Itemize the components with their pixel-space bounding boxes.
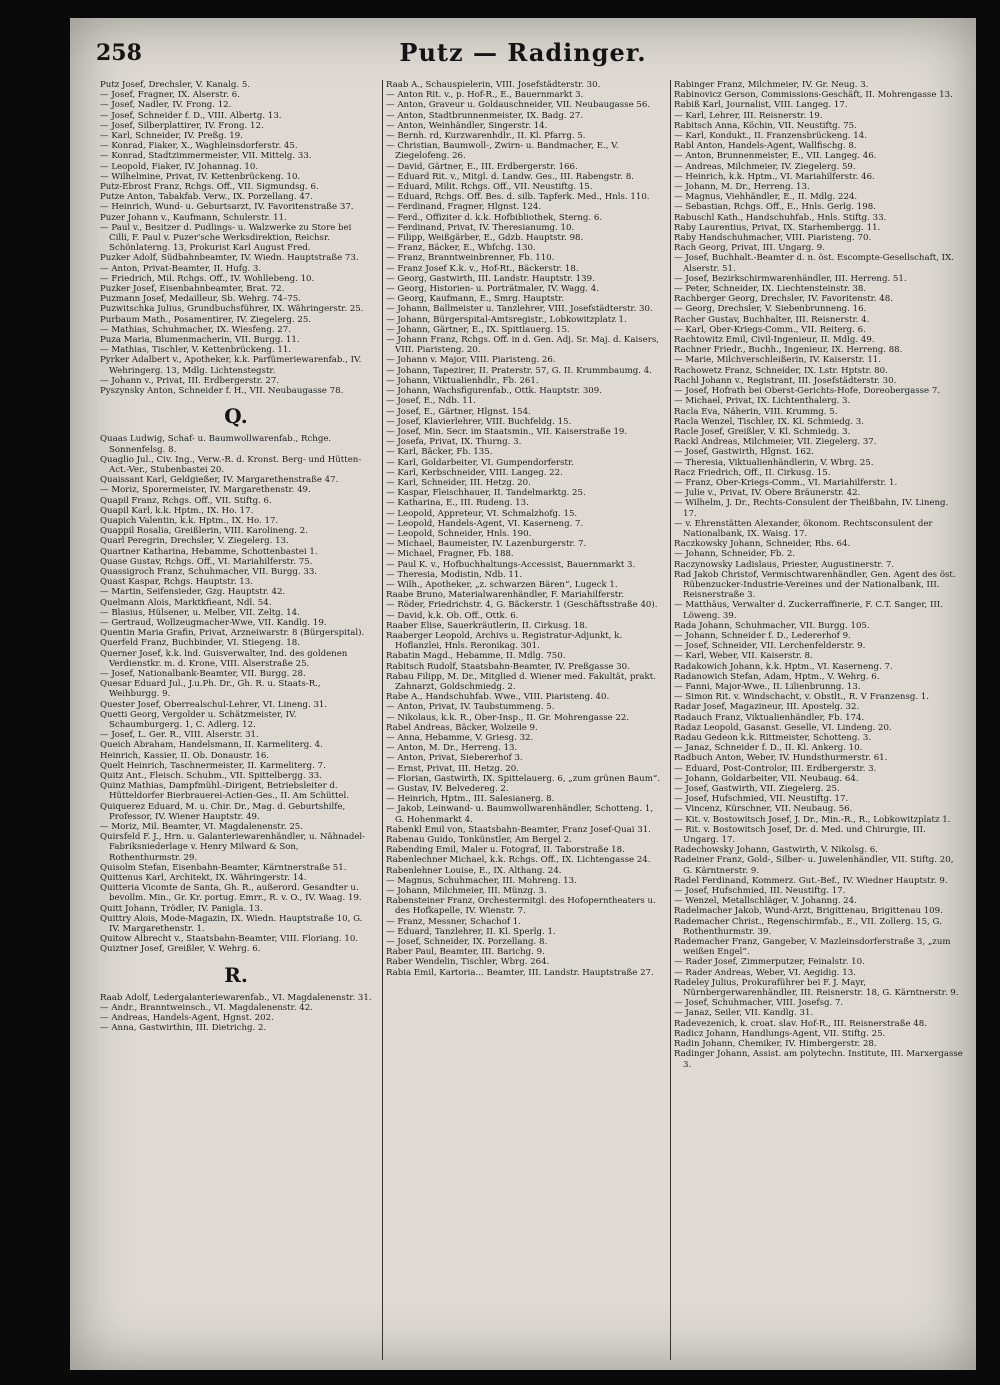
directory-entry: — Leopold, Schneider, Hnls. 190. bbox=[386, 528, 532, 539]
section-heading-r: R. bbox=[224, 962, 248, 987]
directory-entry: — Röder, Friedrichstr. 4, G. Bäckerstr. 1 (Geschäftsstraße 40). bbox=[386, 600, 658, 611]
directory-entry: Racla Wenzel, Tischler, IX. Kl. Schmiedg. 3. bbox=[674, 416, 864, 427]
directory-entry: — Magnus, Schuhmacher, III. Mohreng. 13. bbox=[386, 875, 577, 886]
directory-entry: — Blasius, Hülsener, u. Melber, VII. Zeltg. 14. bbox=[100, 607, 300, 618]
directory-entry: — Josef, Schneider f. D., VIII. Albertg. 13. bbox=[100, 110, 282, 121]
directory-entry: Rachowetz Franz, Schneider, IX. Lstr. Hptstr. 80. bbox=[674, 365, 888, 376]
directory-entry: — Eduard, Rchgs. Off. Bes. d. silb. Tapferk. Med., Hnls. 110. bbox=[386, 192, 650, 203]
directory-entry: Radbuch Anton, Weber, IV. Hundsthurmerstr. 61. bbox=[674, 753, 888, 764]
directory-entry: — Johann, Wachsfigurenfab., Ottk. Hauptstr. 309. bbox=[386, 386, 602, 397]
directory-entry: — Andreas, Milchmeier, IV. Ziegelerg. 59. bbox=[674, 161, 856, 172]
directory-entry: — Ferdinand, Fragner, Hlgnst. 124. bbox=[386, 202, 542, 213]
directory-entry: — Julie v., Privat, IV. Obere Bräunerstr. 42. bbox=[674, 488, 861, 499]
directory-entry: — Jakob, Leinwand- u. Baumwollwarenhändler, Schotteng. 1, G. Hohenmarkt 4. bbox=[386, 804, 654, 825]
entries-putz bbox=[100, 80, 372, 396]
directory-entry: Quetti Georg, Vergolder u. Schätzmeister, IV. Schaumburgerg. 1, C. Adlerg. 12. bbox=[100, 709, 297, 730]
directory-entry: Radin Johann, Chemiker, IV. Himbergerstr. 28. bbox=[674, 1039, 877, 1050]
directory-entry: — Theresia, Viktualienhändlerin, V. Wbrg. 25. bbox=[674, 457, 874, 468]
directory-entry: Rabl Anton, Handels-Agent, Wallfischg. 8. bbox=[674, 141, 857, 152]
directory-entry: Putz Josef, Drechsler, V. Kanalg. 5. bbox=[100, 80, 251, 90]
directory-entry: Quisolm Stefan, Eisenbahn-Beamter, Kärntnerstraße 51. bbox=[100, 862, 347, 873]
directory-entry: — Moriz, Sporermeister, IV. Margarethenstr. 49. bbox=[100, 485, 311, 496]
directory-page bbox=[70, 18, 976, 1370]
directory-entry: — Karl, Kerbschneider, VIII. Langeg. 22. bbox=[386, 467, 563, 478]
directory-entry: Quarl Peregrin, Drechsler, V. Ziegelerg. 13. bbox=[100, 536, 289, 547]
directory-entry: Puza Maria, Blumenmacherin, VII. Burgg. 11. bbox=[100, 335, 300, 346]
directory-entry: Quitt Johann, Trödler, IV. Panigla. 13. bbox=[100, 903, 263, 914]
directory-entry: Puzwitschka Julius, Grundbuchsführer, IX. Währingerstr. 25. bbox=[100, 304, 364, 315]
directory-entry: — Josef, Schuhmacher, VIII. Josefsg. 7. bbox=[674, 998, 844, 1009]
page-number: 258 bbox=[96, 40, 142, 66]
directory-entry: — Mathias, Tischler, V. Kettenbrückeng. 11. bbox=[100, 345, 292, 356]
directory-entry: — Georg, Drechsler, V. Siebenbrunneng. 16. bbox=[674, 304, 867, 315]
directory-entry: — Matthäus, Verwalter d. Zuckerraffinerie, F. C.T. Sanger, III. Löweng. 39. bbox=[674, 600, 943, 621]
directory-entry: Rabenlehner Louise, E., IX. Althang. 24. bbox=[386, 865, 562, 876]
directory-entry: — Josef, Nadler, IV. Frong. 12. bbox=[100, 100, 232, 111]
directory-entry: — Josef, Klavierlehrer, VIII. Buchfeldg. 15. bbox=[386, 416, 572, 427]
directory-entry: — Josef, Min. Secr. im Staatsmin., VII. Kaiserstraße 19. bbox=[386, 426, 628, 437]
directory-entry: — Josef, Hufschmied, VII. Neustiftg. 17. bbox=[674, 794, 849, 805]
directory-entry: — Josef, Gastwirth, Hlgnst. 162. bbox=[674, 447, 815, 458]
directory-entry: Rabitsch Anna, Köchin, VII. Neustiftg. 75. bbox=[674, 120, 857, 131]
directory-entry: — Heinrich, k.k. Hptm., VI. Mariahilferstr. 46. bbox=[674, 171, 875, 182]
directory-entry: — Karl, Lehrer, III. Reisnerstr. 19. bbox=[674, 110, 823, 121]
directory-entry: Quittry Alois, Mode-Magazin, IX. Wiedn. Hauptstraße 10, G. IV. Margarethenstr. 1. bbox=[100, 913, 363, 935]
directory-entry: — Eduard, Post-Controlor, III. Erdbergerstr. 3. bbox=[674, 763, 877, 774]
directory-entry: — Florian, Gastwirth, IX. Spittelauerg. 6, „zum grünen Baum“. bbox=[386, 773, 660, 784]
directory-entry: Quappil Rosalia, Greißlerin, VIII. Karolineng. 2. bbox=[100, 526, 308, 537]
directory-entry: Rabending Emil, Maler u. Fotograf, II. Taborstraße 18. bbox=[386, 845, 625, 856]
directory-entry: — Leopold, Appreteur, VI. Schmalzhofg. 15. bbox=[386, 508, 578, 519]
directory-entry: — Georg, Gastwirth, III. Landstr. Hauptstr. 139. bbox=[386, 273, 595, 284]
directory-entry: — Nikolaus, k.k. R., Ober-Insp., II. Gr. Mohrengasse 22. bbox=[386, 712, 630, 723]
directory-entry: Quelmann Alois, Marktkfieant, Ndl. 54. bbox=[100, 597, 272, 608]
directory-entry: Rad Jakob Christof, Vermischtwarenhändler, Gen. Agent des öst. Rübenzucker-Industrie-Vereines und der Nationalbank, III. Reisnerstraße 3. bbox=[674, 569, 956, 601]
directory-entry: — Karl, Kondukt., II. Franzensbrückeng. 14. bbox=[674, 131, 867, 142]
directory-entry: Puzker Josef, Eisenbahnbeamter, Brat. 72. bbox=[100, 284, 285, 295]
directory-entry: — Simon Rit. v. Windschacht, v. Obstlt., R. V Franzensg. 1. bbox=[674, 692, 930, 703]
directory-entry: — Josef, E., Ndb. 11. bbox=[386, 396, 476, 407]
directory-entry: Raabe Bruno, Materialwarenhändler, F. Mariahilferstr. bbox=[386, 590, 625, 601]
directory-entry: — Anna, Gastwirthin, III. Dietrichg. 2. bbox=[100, 1023, 267, 1034]
directory-entry: Radau Gedeon k.k. Rittmeister, Schotteng. 3. bbox=[674, 733, 872, 743]
directory-entry: — Anton Rit. v., p. Hof-R., E., Bauernmarkt 3. bbox=[386, 90, 584, 101]
directory-entry: Puzker Adolf, Südbahnbeamter, IV. Wiedn. Hauptstraße 73. bbox=[100, 253, 359, 264]
directory-entry: — Karl, Schneider, III. Hetzg. 20. bbox=[386, 477, 531, 488]
directory-entry: — Martin, Seifensieder, Gzg. Hauptstr. 42. bbox=[100, 587, 286, 598]
directory-entry: — Friedrich, Mil. Rchgs. Off., IV. Wohllebeng. 10. bbox=[100, 273, 315, 284]
directory-entry: Raczkowsky Johann, Schneider, Rbs. 64. bbox=[674, 539, 851, 550]
directory-entry: — Ferd., Offiziter d. k.k. Hofbibliothek, Sterng. 6. bbox=[386, 212, 603, 223]
entries-raab bbox=[386, 80, 664, 978]
directory-entry: — Andreas, Handels-Agent, Hgnst. 202. bbox=[100, 1013, 274, 1024]
directory-entry: Rademacher Franz, Gangeber, V. Mazleinsdorferstraße 3, „zum weißen Engel“. bbox=[674, 937, 951, 958]
directory-entry: Quassigroch Franz, Schuhmacher, VII. Burgg. 33. bbox=[100, 566, 318, 577]
directory-entry: Quinz Mathias, Dampfmühl.-Dirigent, Betriebsleiter d. Hütteldorfer Bierbrauerei-Actien-Ges., II. Am Schüttel. bbox=[100, 781, 349, 802]
directory-entry: — Josefa, Privat, IX. Thurng. 3. bbox=[386, 437, 522, 448]
directory-entry: Putz-Ebrost Franz, Rchgs. Off., VII. Sigmundsg. 6. bbox=[100, 182, 319, 193]
directory-entry: Puzmann Josef, Medailleur, Sb. Wehrg. 74–75. bbox=[100, 294, 301, 305]
directory-entry: — Johann, Schneider f. D., Ledererhof 9. bbox=[674, 630, 851, 641]
directory-entry: Radechowsky Johann, Gastwirth, V. Nikolsg. 6. bbox=[674, 845, 878, 856]
directory-entry: — Karl, Goldarbeiter, VI. Gumpendorferstr. bbox=[386, 457, 574, 468]
directory-entry: Quartner Katharina, Hebamme, Schottenbastei 1. bbox=[100, 546, 318, 557]
directory-entry: — v. Ehrenstätten Alexander, ökonom. Rechtsconsulent der Nationalbank, IX. Waisg. 17. bbox=[674, 518, 933, 539]
directory-entry: Raaberger Leopold, Archivs u. Registratur-Adjunkt, k. Hoflanzlei, Hnls. Reronikag. 301. bbox=[386, 630, 623, 652]
running-title: Putz — Radinger. bbox=[399, 38, 647, 67]
directory-entry: Queich Abraham, Handelsmann, II. Karmeliterg. 4. bbox=[100, 740, 323, 751]
directory-entry: Quesar Eduard Jul., J.u.Ph. Dr., Gh. R. u. Staats-R., Weihburgg. 9. bbox=[100, 679, 321, 700]
directory-entry: Putze Anton, Tabakfab. Verw., IX. Porzellang. 47. bbox=[100, 192, 314, 203]
directory-entry: Raby Handschuhmacher, VIII. Piaristeng. 70. bbox=[674, 233, 872, 244]
directory-entry: Rachl Johann v., Registrant, III. Josefstädterstr. 30. bbox=[674, 375, 897, 386]
directory-entry: Radauch Franz, Viktualienhändler, Fb. 174. bbox=[674, 712, 865, 723]
entries-q bbox=[100, 434, 372, 954]
directory-entry: Radanowich Stefan, Adam, Hptm., V. Wehrg. 6. bbox=[674, 671, 880, 682]
directory-entry: Quaglio Jul., Civ. Ing., Verw.-R. d. Kronst. Berg- und Hütten-Act.-Ver., Stubenbastei 20. bbox=[100, 454, 362, 475]
directory-entry: Quiquerez Eduard, M. u. Chir. Dr., Mag. d. Geburtshilfe, Professor, IV. Wiener Hauptstr. 49. bbox=[100, 801, 346, 822]
directory-entry: — David, Gärtner, E., III. Erdbergerstr. 166. bbox=[386, 161, 578, 172]
directory-entry: Quentin Maria Grafin, Privat, Arzneiwarstr. 8 (Bürgerspital). bbox=[100, 628, 365, 639]
directory-entry: — Sebastian, Rchgs. Off., E., Hnls. Gerlg. 198. bbox=[674, 202, 876, 213]
directory-entry: — Filipp, Weißgärber, E., Gdzb. Hauptstr. 98. bbox=[386, 233, 584, 244]
directory-entry: Radaz Leopold, Gasanst. Geselle, VI. Lindeng. 20. bbox=[674, 722, 892, 733]
directory-entry: — Magnus, Viehhändler, E., II. Mdlg. 224. bbox=[674, 192, 858, 203]
directory-entry: Puzer Johann v., Kaufmann, Schulerstr. 11. bbox=[100, 212, 287, 223]
directory-entry: — Josef, E., Gärtner, Hlgnst. 154. bbox=[386, 406, 531, 417]
directory-entry: Quast Kaspar, Rchgs. Hauptstr. 13. bbox=[100, 577, 253, 588]
directory-entry: — Johann, Tapezirer, II. Praterstr. 57, G. II. Krummbaumg. 4. bbox=[386, 365, 652, 376]
directory-entry: — Michael, Privat, IX. Lichtenthalerg. 3. bbox=[674, 396, 851, 407]
directory-entry: Rabau Filipp, M. Dr., Mitglied d. Wiener med. Fakultät, prakt. Zahnarzt, Goldschmiedg. 2. bbox=[386, 671, 656, 692]
directory-entry: Rachberger Georg, Drechsler, IV. Favoritenstr. 48. bbox=[674, 294, 893, 305]
directory-entry: — Josef, Schneider, VII. Lerchenfelderstr. 9. bbox=[674, 641, 866, 652]
directory-entry: — Paul v., Besitzer d. Pudlings- u. Walzwerke zu Store bei Cilli, F. Paul v. Puzer'sche Werksdirektion, Reichsr. Schönlaterng. 13, Prokurist Karl August Fred. bbox=[100, 222, 352, 254]
directory-entry: Rachner Friedr., Buchh., Ingenieur, IX. Herreng. 88. bbox=[674, 345, 903, 356]
directory-entry: — Anton, Stadtbrunnenmeister, IX. Badg. 27. bbox=[386, 110, 584, 121]
directory-entry: Rabenkl Emil von, Staatsbahn-Beamter, Franz Josef-Quai 31. bbox=[386, 824, 651, 835]
directory-entry: Raber Paul, Beamter, III. Barichg. 9. bbox=[386, 947, 545, 958]
directory-entry: — Wilhelmine, Privat, IV. Kettenbrückeng. 10. bbox=[100, 171, 301, 182]
directory-entry: Quapich Valentin, k.k. Hptm., IX. Ho. 17. bbox=[100, 515, 279, 526]
directory-entry: — Johann, M. Dr., Herreng. 13. bbox=[674, 182, 810, 193]
directory-entry: Rabinger Franz, Milchmeier, IV. Gr. Neug. 3. bbox=[674, 80, 869, 90]
directory-entry: Rademacher Christ., Regenschirmfab., E., VII. Zollerg. 15, G. Rothenthurmstr. 39. bbox=[674, 916, 942, 937]
directory-entry: — Anton, Weinhändler, Singerstr. 14. bbox=[386, 120, 548, 131]
directory-entry: Quaas Ludwig, Schaf- u. Baumwollwarenfab., Rchge. Sonnenfelsg. 8. bbox=[100, 434, 332, 455]
directory-entry: — Josef, Nationalbank-Beamter, VII. Burgg. 28. bbox=[100, 668, 306, 679]
directory-entry: Radakowich Johann, k.k. Hptm., VI. Kaserneng. 7. bbox=[674, 661, 893, 672]
directory-entry: Quelt Heinrich, Taschnermeister, II. Karmeliterg. 7. bbox=[100, 760, 326, 771]
directory-entry: — Gertraud, Wollzeugmacher-Wwe, VII. Kandlg. 19. bbox=[100, 617, 327, 628]
column-divider bbox=[382, 80, 383, 1360]
directory-entry: Quitteria Vicomte de Santa, Gh. R., außerord. Gesandter u. bevollm. Min., Gr. Kr. portug. Emrr., R. v. O., IV. Waag. 19. bbox=[100, 883, 362, 904]
directory-entry: Raber Wendelin, Tischler, Wbrg. 264. bbox=[386, 957, 550, 968]
directory-entry: Rabensteiner Franz, Orchestermitgl. des Hofoperntheaters u. des Hofkapelle, IV. Wienstr. 7. bbox=[386, 896, 656, 917]
directory-entry: Purbaum Math., Posamentirer, IV. Ziegelerg. 25. bbox=[100, 314, 312, 325]
directory-entry: Quapil Franz, Rchgs. Off., VII. Stiftg. 6. bbox=[100, 495, 272, 506]
directory-entry: — Rader Josef, Zimmerputzer, Feinalstr. 10. bbox=[674, 957, 865, 968]
directory-entry: Pyszynsky Anton, Schneider f. H., VII. Neubaugasse 78. bbox=[100, 386, 344, 397]
directory-entry: — Rit. v. Bostowitsch Josef, Dr. d. Med. und Chirurgie, III. Ungarg. 17. bbox=[674, 824, 926, 846]
directory-entry: Rabatin Magd., Hebamme, II. Mdlg. 750. bbox=[386, 651, 566, 662]
page-header bbox=[70, 18, 976, 78]
directory-entry: — Andr., Branntweinsch., VI. Magdalenenstr. 42. bbox=[100, 1002, 313, 1013]
directory-entry: — Franz, Branntweinbrenner, Fb. 110. bbox=[386, 253, 555, 264]
directory-entry: Rabuschl Kath., Handschuhfab., Hnls. Stiftg. 33. bbox=[674, 212, 887, 223]
directory-entry: — Konrad, Fiaker, X., Waghleinsdorferstr. 45. bbox=[100, 141, 298, 152]
directory-entry: Radel Ferdinand, Kommerz. Gut.-Bef., IV. Wiedner Hauptstr. 9. bbox=[674, 875, 948, 886]
directory-entry: — Ferdinand, Privat, IV. Theresianumg. 10. bbox=[386, 222, 575, 233]
entries-rabinger bbox=[674, 80, 964, 1070]
directory-entry: Raby Laurentius, Privat, IX. Starhembergg. 11. bbox=[674, 222, 881, 233]
directory-entry: — Anton, Graveur u. Goldauschneider, VII. Neubaugasse 56. bbox=[386, 100, 651, 111]
column-middle bbox=[386, 80, 664, 978]
directory-entry: — Josef, L. Ger. R., VIII. Alserstr. 31. bbox=[100, 730, 259, 741]
directory-entry: — Heinrich, Hptm., III. Salesianerg. 8. bbox=[386, 794, 555, 805]
directory-entry: Querner Josef, k.k. lnd. Guisverwalter, Ind. des goldenen Verdienstkr. m. d. Krone, VIII. Alserstraße 25. bbox=[100, 648, 348, 669]
directory-entry: — Josef, Schneider, IX. Porzellang. 8. bbox=[386, 937, 548, 948]
directory-entry: — Anton, Privat, IV. Taubstummeng. 5. bbox=[386, 702, 555, 713]
directory-entry: — Johann, Viktualienhdlr., Fb. 261. bbox=[386, 375, 539, 386]
directory-entry: — Eduard, Tanzlehrer, II. Kl. Sperlg. 1. bbox=[386, 926, 556, 937]
directory-entry: — Katharina, E., III. Rudeng. 13. bbox=[386, 498, 529, 509]
directory-entry: Rada Johann, Schuhmacher, VII. Burgg. 105. bbox=[674, 620, 870, 631]
directory-entry: — Johann, Goldarbeiter, VII. Neubaug. 64. bbox=[674, 773, 859, 784]
entries-r bbox=[100, 993, 372, 1034]
directory-entry: — Karl, Bäcker, Fb. 135. bbox=[386, 447, 493, 458]
directory-entry: Radeiner Franz, Gold-, Silber- u. Juwelenhändler, VII. Stiftg. 20, G. Kärntnerstr. 9. bbox=[674, 855, 954, 876]
directory-entry: — Leopold, Fiaker, IV. Johannag. 10. bbox=[100, 161, 259, 172]
directory-entry: Racla Eva, Näherin, VIII. Krummg. 5. bbox=[674, 406, 838, 417]
directory-entry: — Karl, Ober-Kriegs-Comm., VII. Reiterg. 6. bbox=[674, 324, 866, 335]
directory-entry: — Christian, Baumwoll-, Zwirn- u. Bandmacher, E., V. Ziegelofeng. 26. bbox=[386, 141, 619, 162]
directory-entry: — Georg, Historien- u. Porträtmaler, IV. Wagg. 4. bbox=[386, 284, 599, 295]
directory-entry: Racher Gustav, Buchhalter, III. Reisnerstr. 4. bbox=[674, 314, 870, 325]
directory-entry: — Rader Andreas, Weber, VI. Aegidig. 13. bbox=[674, 967, 856, 978]
directory-entry: Radeley Julius, Prokuraführer bei F. J. Mayr, Nürnbergerwarenhändler, III. Reisnerstr. 18, G. Kärntnerstr. 9. bbox=[674, 977, 959, 999]
directory-entry: — Kit. v. Bostowitsch Josef, J. Dr., Min.-R., R., Lobkowitzplatz 1. bbox=[674, 814, 951, 825]
directory-entry: — Anton, M. Dr., Herreng. 13. bbox=[386, 743, 518, 754]
directory-entry: — Josef, Hufschmied, III. Neustiftg. 17. bbox=[674, 886, 846, 897]
directory-entry: — Georg, Kaufmann, E., Smrg. Hauptstr. bbox=[386, 294, 565, 305]
directory-entry: Radicz Johann, Handlungs-Agent, VII. Stiftg. 25. bbox=[674, 1028, 886, 1039]
directory-entry: — Anton, Brunnenmeister, E., VII. Langeg. 46. bbox=[674, 151, 877, 162]
directory-entry: Rabenlechner Michael, k.k. Rchgs. Off., IX. Lichtengasse 24. bbox=[386, 855, 651, 866]
directory-entry: Quaissant Karl, Geldgießer, IV. Margarethenstraße 47. bbox=[100, 475, 339, 486]
directory-entry: Raab Adolf, Ledergalanteriewarenfab., VI. Magdalenenstr. 31. bbox=[100, 992, 372, 1003]
directory-entry: Rach Georg, Privat, III. Ungarg. 9. bbox=[674, 243, 825, 254]
directory-entry: — Anton, Privat, Siebererhof 3. bbox=[386, 753, 523, 764]
directory-entry: — Wilh., Apotheker, „z. schwarzen Bären“, Lugeck 1. bbox=[386, 579, 618, 590]
directory-entry: Quapil Karl, k.k. Hptm., IX. Ho. 17. bbox=[100, 505, 254, 516]
directory-entry: — Bernh. rd, Kurzwarenhdlr., II. Kl. Pfarrg. 5. bbox=[386, 131, 586, 142]
directory-entry: — Eduard Rit. v., Mitgl. d. Landw. Ges., III. Rabengstr. 8. bbox=[386, 171, 634, 182]
directory-entry: Rabel Andreas, Bäcker, Wolzeile 9. bbox=[386, 722, 538, 733]
directory-entry: Pyrker Adalbert v., Apotheker, k.k. Parfümeriewarenfab., IV. Wehringerg. 13, Mdlg. Lichtenstegstr. bbox=[100, 355, 362, 376]
directory-entry: — Konrad, Stadtzimmermeister, VII. Mittelg. 33. bbox=[100, 151, 312, 162]
directory-entry: Rackl Andreas, Milchmeier, VII. Ziegelerg. 37. bbox=[674, 437, 877, 448]
directory-entry: — Franz, Messner, Schachof 1. bbox=[386, 916, 521, 927]
directory-entry: Radinger Johann, Assist. am polytechn. Institute, III. Marxergasse 3. bbox=[674, 1049, 963, 1070]
directory-entry: — Franz, Ober-Kriegs-Comm., VI. Mariahilferstr. 1. bbox=[674, 477, 898, 488]
directory-entry: Quiztner Josef, Greißler, V. Wehrg. 6. bbox=[100, 944, 261, 955]
directory-entry: Radevezenich, k. croat. slav. Hof-R., III. Reisnerstraße 48. bbox=[674, 1018, 927, 1029]
directory-entry: — Anton, Privat-Beamter, II. Hufg. 3. bbox=[100, 263, 262, 274]
directory-entry: — Franz Josef K.k. v., Hof-Rt., Bäckerstr. 18. bbox=[386, 263, 579, 274]
directory-entry: Rachtowitz Emil, Civil-Ingenieur, II. Mdlg. 49. bbox=[674, 335, 875, 346]
directory-entry: Rabitsch Rudolf, Staatsbahn-Beamter, IV. Preßgasse 30. bbox=[386, 661, 630, 672]
directory-entry: — Wenzel, Metallschläger, V. Johanng. 24. bbox=[674, 896, 857, 907]
directory-entry: — Michael, Baumeister, IV. Lazenburgerstr. 7. bbox=[386, 539, 587, 550]
directory-entry: — Karl, Weber, VII. Kaiserstr. 8. bbox=[674, 651, 813, 662]
directory-entry: — Janaz, Schneider f. D., II. Kl. Ankerg. 10. bbox=[674, 743, 863, 754]
directory-entry: — Josef, Hofrath bei Oberst-Gerichts-Hofe, Doreobergasse 7. bbox=[674, 386, 941, 397]
directory-entry: — Karl, Schneider, IV. Preßg. 19. bbox=[100, 131, 243, 142]
directory-entry: Rabiß Karl, Journalist, VIII. Langeg. 17. bbox=[674, 100, 848, 111]
directory-entry: — Ernst, Privat, III. Hetzg. 20. bbox=[386, 763, 519, 774]
column-right bbox=[674, 80, 964, 1070]
directory-entry: Quirsfeld F. J., Hrn. u. Galanteriewarenhändler, u. Nähnadel-Fabriksniederlage v. Henry Milward & Son, Rothenthurmstr. 29. bbox=[100, 832, 366, 863]
directory-entry: — Wilhelm, J. Dr., Rechts-Consulent der Theißbahn, IV. Lineng. 17. bbox=[674, 498, 949, 519]
directory-entry: — Johann v., Privat, III. Erdbergerstr. 27. bbox=[100, 375, 280, 386]
directory-entry: — David, k.k. Ob. Off., Ottk. 6. bbox=[386, 610, 519, 621]
directory-entry: — Peter, Schneider, IX. Liechtensteinstr. 38. bbox=[674, 284, 867, 295]
directory-entry: — Vincenz, Kürschner, VII. Neubaug. 56. bbox=[674, 804, 853, 815]
directory-entry: — Marie, Milchverschleißerin, IV. Kaiserstr. 11. bbox=[674, 355, 881, 366]
directory-entry: — Leopold, Handels-Agent, VI. Kaserneng. 7. bbox=[386, 518, 584, 529]
directory-entry: Quitz Ant., Fleisch. Schubm., VII. Spittelbergg. 33. bbox=[100, 771, 322, 781]
directory-entry: — Fanni, Major-Wwe., II. Lilienbrunng. 13. bbox=[674, 681, 861, 692]
directory-entry: Heinrich, Kassier, II. Ob. Donaustr. 16. bbox=[100, 750, 270, 761]
directory-entry: — Eduard, Milit. Rchgs. Off., VII. Neustiftg. 15. bbox=[386, 182, 593, 193]
directory-entry: Rabinovicz Gerson, Commissions-Geschäft, II. Mohrengasse 13. bbox=[674, 90, 953, 101]
directory-entry: — Gustav, IV. Belvedereg. 2. bbox=[386, 784, 509, 795]
directory-entry: — Johann, Ballmeister u. Tanzlehrer, VIII. Josefstädterstr. 30. bbox=[386, 304, 653, 315]
directory-entry: Raczynowsky Ladislaus, Priester, Augustinerstr. 7. bbox=[674, 559, 895, 570]
directory-entry: Rabia Emil, Kartoria... Beamter, III. Landstr. Hauptstraße 27. bbox=[386, 967, 654, 978]
directory-entry: Querfeld Franz, Buchbinder, VI. Stiegeng. 18. bbox=[100, 638, 300, 649]
directory-entry: — Theresia, Modistin, Ndb. 11. bbox=[386, 569, 523, 580]
directory-entry: — Josef, Bezirkschirmwarenhändler, III. Herreng. 51. bbox=[674, 273, 907, 284]
directory-entry: — Josef, Gastwirth, VII. Ziegelerg. 25. bbox=[674, 784, 840, 795]
directory-entry: — Janaz, Seiler, VII. Kandlg. 31. bbox=[674, 1008, 814, 1019]
directory-entry: — Johann, Bürgerspital-Amtsregistr., Lobkowitzplatz 1. bbox=[386, 314, 627, 325]
directory-entry: Rabenau Guido, Tonkünstler, Am Bergel 2. bbox=[386, 835, 572, 846]
directory-entry: Radar Josef, Magazineur, III. Apostelg. 32. bbox=[674, 702, 860, 713]
directory-entry: — Josef, Buchhalt.-Beamter d. n. öst. Escompte-Gesellschaft, IX. Alserstr. 51. bbox=[674, 253, 954, 274]
directory-entry: — Josef, Silberplattirer, IV. Frong. 12. bbox=[100, 120, 264, 131]
directory-entry: Quittenus Karl, Architekt, IX. Währingerstr. 14. bbox=[100, 873, 307, 884]
directory-entry: — Mathias, Schuhmacher, IX. Wiesfeng. 27. bbox=[100, 324, 291, 335]
directory-entry: — Kaspar, Fleischhauer, II. Tandelmarktg. 25. bbox=[386, 488, 586, 499]
directory-entry: — Anna, Hebamme, V. Griesg. 32. bbox=[386, 733, 534, 743]
directory-entry: Quase Gustav, Rchgs. Off., VI. Mariahilferstr. 75. bbox=[100, 556, 313, 567]
section-heading-q: Q. bbox=[224, 404, 248, 429]
directory-entry: Raaber Elise, Sauerkräutlerin, II. Cirkusg. 18. bbox=[386, 620, 588, 631]
directory-entry: — Josef, Fragner, IX. Alserstr. 6. bbox=[100, 90, 240, 101]
directory-entry: Racz Friedrich, Off., II. Cirkusg. 15. bbox=[674, 467, 831, 478]
directory-entry: — Heinrich, Wund- u. Geburtsarzt, IV. Favoritenstraße 37. bbox=[100, 202, 354, 213]
directory-entry: Raab A., Schauspielerin, VIII. Josefstädterstr. 30. bbox=[386, 80, 601, 90]
directory-entry: — Johann Franz, Rchgs. Off. in d. Gen. Adj. Sr. Maj. d. Kaisers, VIII. Piaristeng. 20. bbox=[386, 335, 659, 356]
column-left bbox=[100, 80, 372, 1033]
directory-entry: Racle Josef, Greißler, V. Kl. Schmiedg. 3. bbox=[674, 426, 851, 437]
directory-entry: — Johann, Schneider, Fb. 2. bbox=[674, 549, 796, 560]
column-divider bbox=[670, 80, 671, 1360]
directory-entry: Quitow Albrecht v., Staatsbahn-Beamter, VIII. Floriang. 10. bbox=[100, 934, 359, 945]
directory-entry: Rabe A., Handschuhfab. Wwe., VIII. Piaristeng. 40. bbox=[386, 692, 610, 703]
directory-entry: — Michael, Fragner, Fb. 188. bbox=[386, 549, 514, 560]
directory-entry: Quester Josef, Oberrealschul-Lehrer, VI. Lineng. 31. bbox=[100, 699, 328, 710]
directory-entry: — Johann, Milchmeier, III. Münzg. 3. bbox=[386, 886, 547, 897]
directory-entry: — Moriz, Mil. Beamter, VI. Magdalenenstr. 25. bbox=[100, 822, 304, 833]
directory-entry: — Franz, Bäcker, E., Wbfchg. 130. bbox=[386, 243, 536, 254]
directory-entry: — Paul K. v., Hofbuchhaltungs-Accessist, Bauernmarkt 3. bbox=[386, 559, 636, 570]
directory-entry: Radelmacher Jakob, Wund-Arzt, Brigittenau, Brigittenau 109. bbox=[674, 906, 943, 917]
directory-entry: — Johann, Gärtner, E., IX. Spittlauerg. 15. bbox=[386, 324, 570, 335]
directory-entry: — Johann v. Major, VIII. Piaristeng. 26. bbox=[386, 355, 556, 366]
